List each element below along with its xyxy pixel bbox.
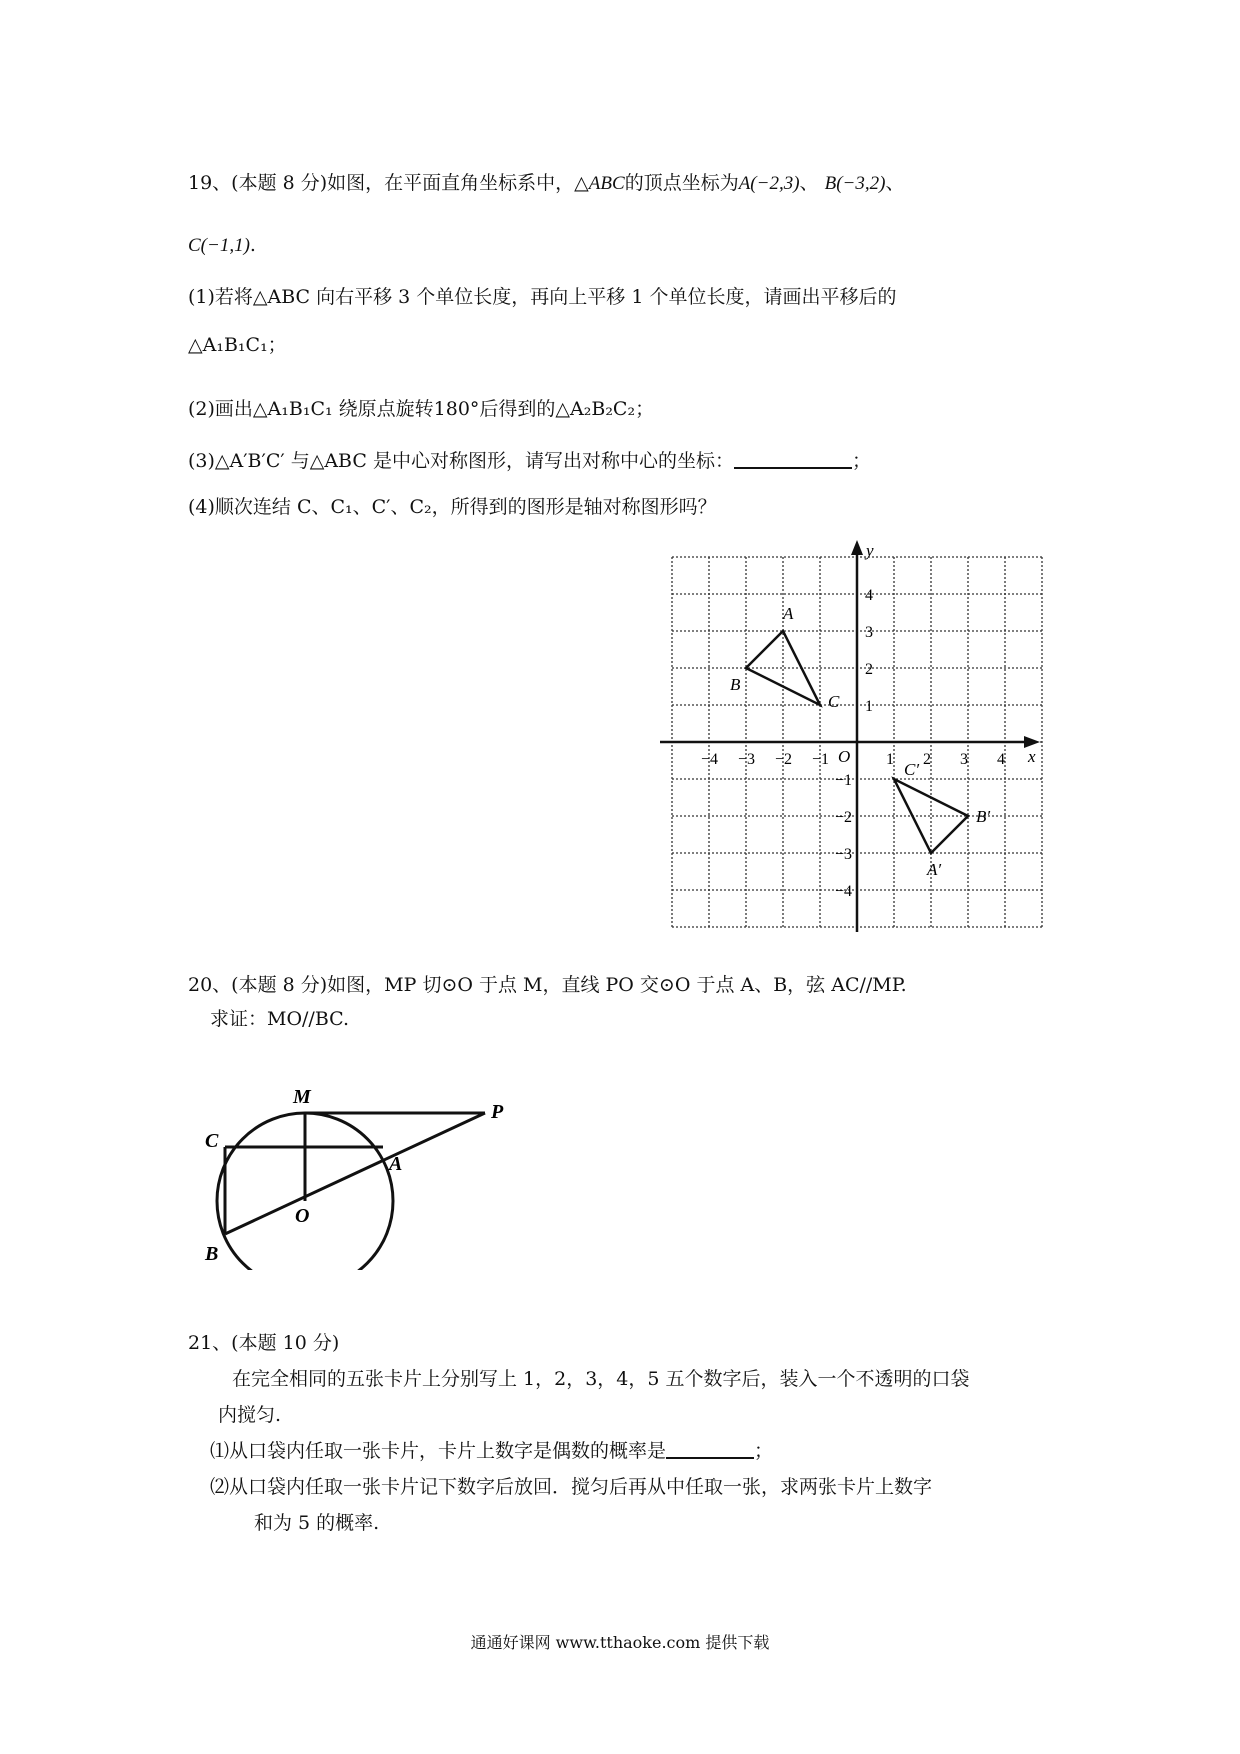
q20-prove: 求证：MO//BC.: [210, 1008, 350, 1030]
y-tick-label: −2: [835, 809, 853, 826]
q19-answer-blank[interactable]: [734, 449, 852, 469]
point-label-a-prime: A′: [927, 860, 942, 879]
q19-part3: (3)△A′B′C′ 与△ABC 是中心对称图形，请写出对称中心的坐标：: [188, 450, 734, 472]
label-a: A: [389, 1153, 403, 1175]
q21-part1-line: [210, 1438, 773, 1464]
x-tick-label: −3: [738, 751, 756, 768]
q21-part1-end: ；: [754, 1440, 774, 1462]
q19-vertex-text: 的顶点坐标为: [624, 172, 739, 194]
q19-part1: (1)若将△ABC 向右平移 3 个单位长度，再向上平移 1 个单位长度，请画出平移后的: [188, 286, 897, 308]
y-axis-label: y: [866, 541, 874, 560]
q19-point-c: C(−1,1): [188, 235, 250, 256]
y-tick-label: 1: [865, 698, 873, 715]
label-m: M: [293, 1086, 311, 1108]
q19-triangle-abc: ABC: [588, 173, 625, 194]
q19-part2: (2)画出△A₁B₁C₁ 绕原点旋转180°后得到的△A₂B₂C₂；: [188, 398, 655, 420]
origin-label: O: [838, 747, 851, 766]
y-tick-label: −4: [835, 883, 853, 900]
q21-part1: ⑴从口袋内任取一张卡片，卡片上数字是偶数的概率是: [210, 1440, 667, 1462]
y-axis-arrow-icon: [851, 540, 863, 555]
y-tick-label: 4: [865, 587, 873, 604]
q19-sep2: 、: [885, 172, 905, 194]
q20-header: 20、(本题 8 分)如图，MP 切⊙O 于点 M，直线 PO 交⊙O 于点 A、B，弦 AC//MP.: [188, 974, 907, 996]
circle-tangent-figure: [195, 1080, 525, 1270]
label-c: C: [205, 1130, 219, 1152]
q19-part3-end: ；: [851, 450, 871, 472]
point-label-a: A: [783, 604, 794, 623]
q21-intro1: 在完全相同的五张卡片上分别写上 1，2，3，4，5 五个数字后，装入一个不透明的口袋: [232, 1368, 970, 1390]
point-label-c-prime: C′: [904, 760, 920, 779]
q19-part3-line: [188, 448, 871, 474]
q19-sep1: 、: [799, 172, 819, 194]
q19-point-c-line: [188, 232, 256, 259]
q19-part1-triangle: △A₁B₁C₁；: [188, 334, 287, 356]
q21-header: 21、(本题 10 分): [188, 1332, 340, 1354]
y-tick-label: 2: [865, 661, 873, 678]
y-tick-label: −1: [835, 772, 853, 789]
x-tick-label: −2: [775, 751, 793, 768]
label-b: B: [205, 1243, 219, 1265]
footer-credit: 通通好课网 www.tthaoke.com 提供下载: [470, 1633, 770, 1652]
q19-tri-symbol: △: [574, 172, 589, 194]
q21-answer-blank[interactable]: [666, 1439, 754, 1459]
point-label-b: B: [730, 675, 741, 694]
q19-part4: (4)顺次连结 C、C₁、C′、C₂，所得到的图形是轴对称图形吗？: [188, 496, 717, 518]
coordinate-grid-figure: [650, 540, 1050, 940]
x-tick-label: −1: [812, 751, 830, 768]
label-p: P: [491, 1101, 504, 1123]
q21-part2: ⑵从口袋内任取一张卡片记下数字后放回．搅匀后再从中任取一张，求两张卡片上数字: [210, 1476, 933, 1498]
y-tick-label: 3: [865, 624, 873, 641]
y-tick-label: −3: [835, 846, 853, 863]
point-label-b-prime: B′: [976, 807, 991, 826]
point-label-c: C: [828, 692, 840, 711]
x-axis-label: x: [1028, 747, 1036, 766]
q19-end-period: .: [249, 234, 256, 256]
q19-header: 19、(本题 8 分)如图，在平面直角坐标系中，: [188, 172, 575, 194]
q19-point-b: B(−3,2): [824, 173, 886, 194]
q19-header-line: [188, 170, 904, 197]
q19-point-a: A(−2,3): [738, 173, 800, 194]
x-tick-label: 1: [886, 751, 894, 768]
q21-intro2: 内搅匀.: [218, 1404, 282, 1426]
label-o: O: [295, 1205, 310, 1227]
x-tick-label: 3: [960, 751, 968, 768]
axes: [660, 540, 1040, 932]
x-tick-label: 2: [923, 751, 931, 768]
x-tick-label: −4: [701, 751, 719, 768]
x-tick-label: 4: [997, 751, 1005, 768]
q21-part2-cont: 和为 5 的概率.: [254, 1512, 380, 1534]
